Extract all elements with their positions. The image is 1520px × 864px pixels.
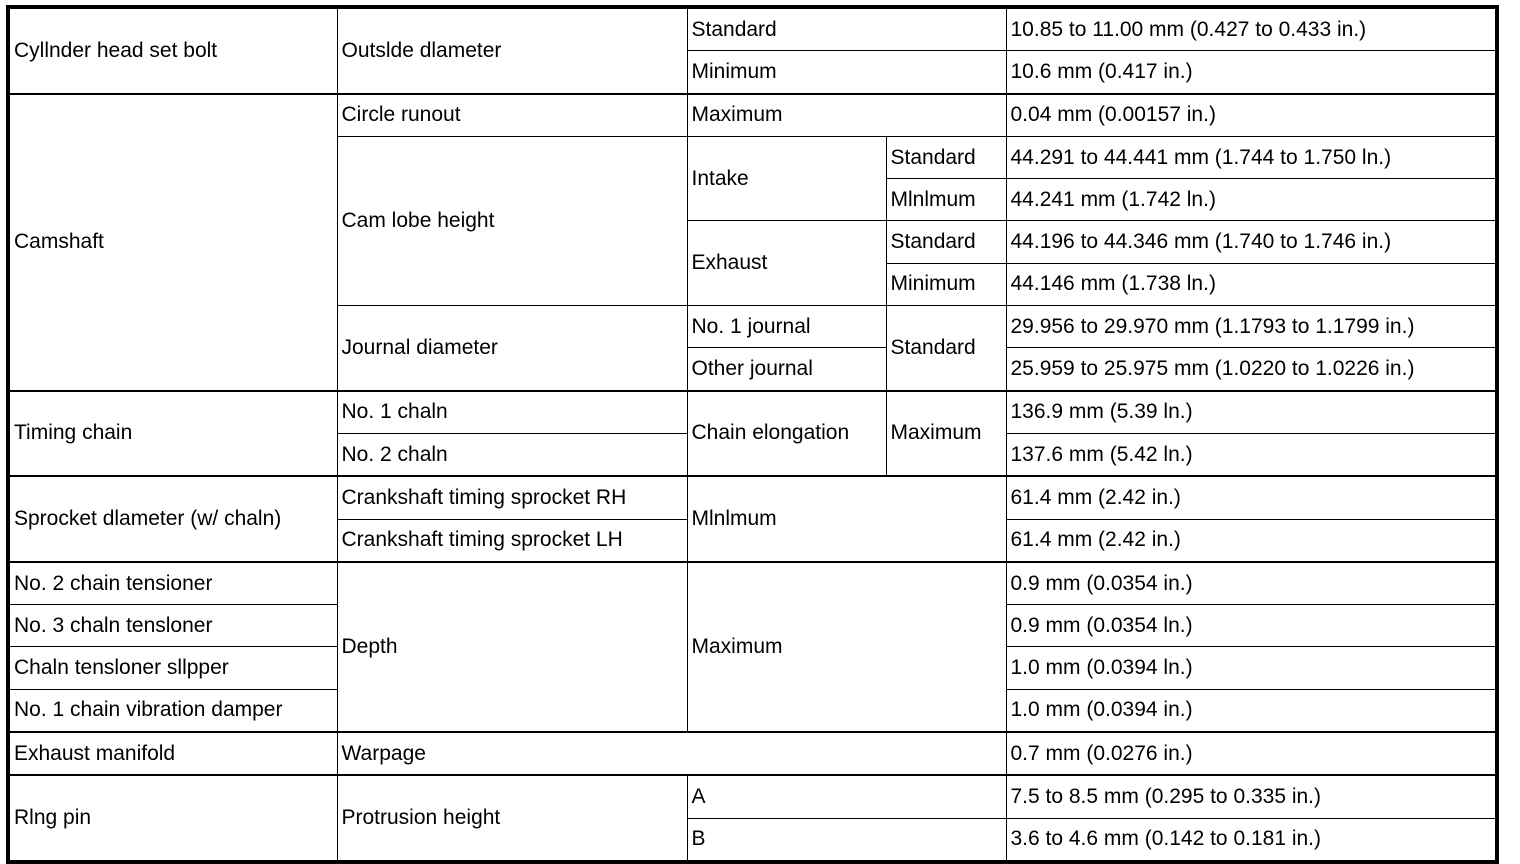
item-cell: Chaln tensloner sllpper <box>8 647 337 689</box>
limit-cell: Minimum <box>886 263 1006 305</box>
value-cell: 3.6 to 4.6 mm (0.142 to 0.181 in.) <box>1006 818 1497 862</box>
limit-cell: Maximum <box>687 562 1006 732</box>
part-cell: Intake <box>687 136 886 221</box>
value-cell: 7.5 to 8.5 mm (0.295 to 0.335 in.) <box>1006 775 1497 818</box>
value-cell: 1.0 mm (0.0394 in.) <box>1006 689 1497 732</box>
sub-item-cell: Outslde dlameter <box>337 7 687 94</box>
limit-cell: Maximum <box>886 391 1006 477</box>
item-cell: Rlng pin <box>8 775 337 862</box>
part-cell: Exhaust <box>687 221 886 306</box>
table-row <box>8 775 1497 818</box>
sub-item-cell: Cam lobe height <box>337 136 687 305</box>
item-cell: Camshaft <box>8 94 337 391</box>
limit-cell: Standard <box>687 7 1006 51</box>
limit-cell: Minimum <box>687 51 1006 94</box>
item-cell: No. 2 chain tensioner <box>8 562 337 605</box>
table-row <box>8 7 1497 51</box>
value-cell: 44.146 mm (1.738 ln.) <box>1006 263 1497 305</box>
value-cell: 0.7 mm (0.0276 in.) <box>1006 732 1497 775</box>
item-cell: No. 3 chaln tensloner <box>8 605 337 647</box>
sub-item-cell: Warpage <box>337 732 1006 775</box>
limit-cell: Mlnlmum <box>886 179 1006 221</box>
item-cell: Timing chain <box>8 391 337 477</box>
value-cell: 25.959 to 25.975 mm (1.0220 to 1.0226 in.) <box>1006 348 1497 391</box>
part-cell: No. 1 journal <box>687 306 886 348</box>
sub-item-cell: Journal diameter <box>337 306 687 391</box>
value-cell: 44.196 to 44.346 mm (1.740 to 1.746 in.) <box>1006 221 1497 263</box>
limit-cell: Standard <box>886 306 1006 391</box>
limit-cell: Mlnlmum <box>687 476 1006 562</box>
item-cell: No. 1 chain vibration damper <box>8 689 337 732</box>
part-cell: Other journal <box>687 348 886 391</box>
value-cell: 0.9 mm (0.0354 in.) <box>1006 562 1497 605</box>
sub-item-cell: Crankshaft timing sprocket LH <box>337 519 687 562</box>
sub-item-cell: Circle runout <box>337 94 687 137</box>
sub-item-cell: Depth <box>337 562 687 732</box>
value-cell: 136.9 mm (5.39 ln.) <box>1006 391 1497 434</box>
part-cell: B <box>687 818 1006 862</box>
limit-cell: Standard <box>886 136 1006 178</box>
value-cell: 44.291 to 44.441 mm (1.744 to 1.750 ln.) <box>1006 136 1497 178</box>
table-row <box>8 732 1497 775</box>
specification-table <box>6 5 1499 864</box>
item-cell: Cyllnder head set bolt <box>8 7 337 94</box>
sub-item-cell: No. 1 chaln <box>337 391 687 434</box>
value-cell: 0.04 mm (0.00157 in.) <box>1006 94 1497 137</box>
table-row <box>8 476 1497 519</box>
value-cell: 1.0 mm (0.0394 ln.) <box>1006 647 1497 689</box>
part-cell: Chain elongation <box>687 391 886 477</box>
table-row <box>8 94 1497 137</box>
limit-cell: Standard <box>886 221 1006 263</box>
item-cell: Sprocket dlameter (w/ chaln) <box>8 476 337 562</box>
value-cell: 10.6 mm (0.417 in.) <box>1006 51 1497 94</box>
value-cell: 0.9 mm (0.0354 ln.) <box>1006 605 1497 647</box>
value-cell: 61.4 mm (2.42 in.) <box>1006 519 1497 562</box>
item-cell: Exhaust manifold <box>8 732 337 775</box>
limit-cell: Maximum <box>687 94 1006 137</box>
sub-item-cell: Protrusion height <box>337 775 687 862</box>
value-cell: 137.6 mm (5.42 ln.) <box>1006 433 1497 476</box>
value-cell: 10.85 to 11.00 mm (0.427 to 0.433 in.) <box>1006 7 1497 51</box>
sub-item-cell: Crankshaft timing sprocket RH <box>337 476 687 519</box>
sub-item-cell: No. 2 chaln <box>337 433 687 476</box>
value-cell: 44.241 mm (1.742 ln.) <box>1006 179 1497 221</box>
part-cell: A <box>687 775 1006 818</box>
table-row <box>8 562 1497 605</box>
table-row <box>8 391 1497 434</box>
value-cell: 29.956 to 29.970 mm (1.1793 to 1.1799 in.) <box>1006 306 1497 348</box>
value-cell: 61.4 mm (2.42 in.) <box>1006 476 1497 519</box>
